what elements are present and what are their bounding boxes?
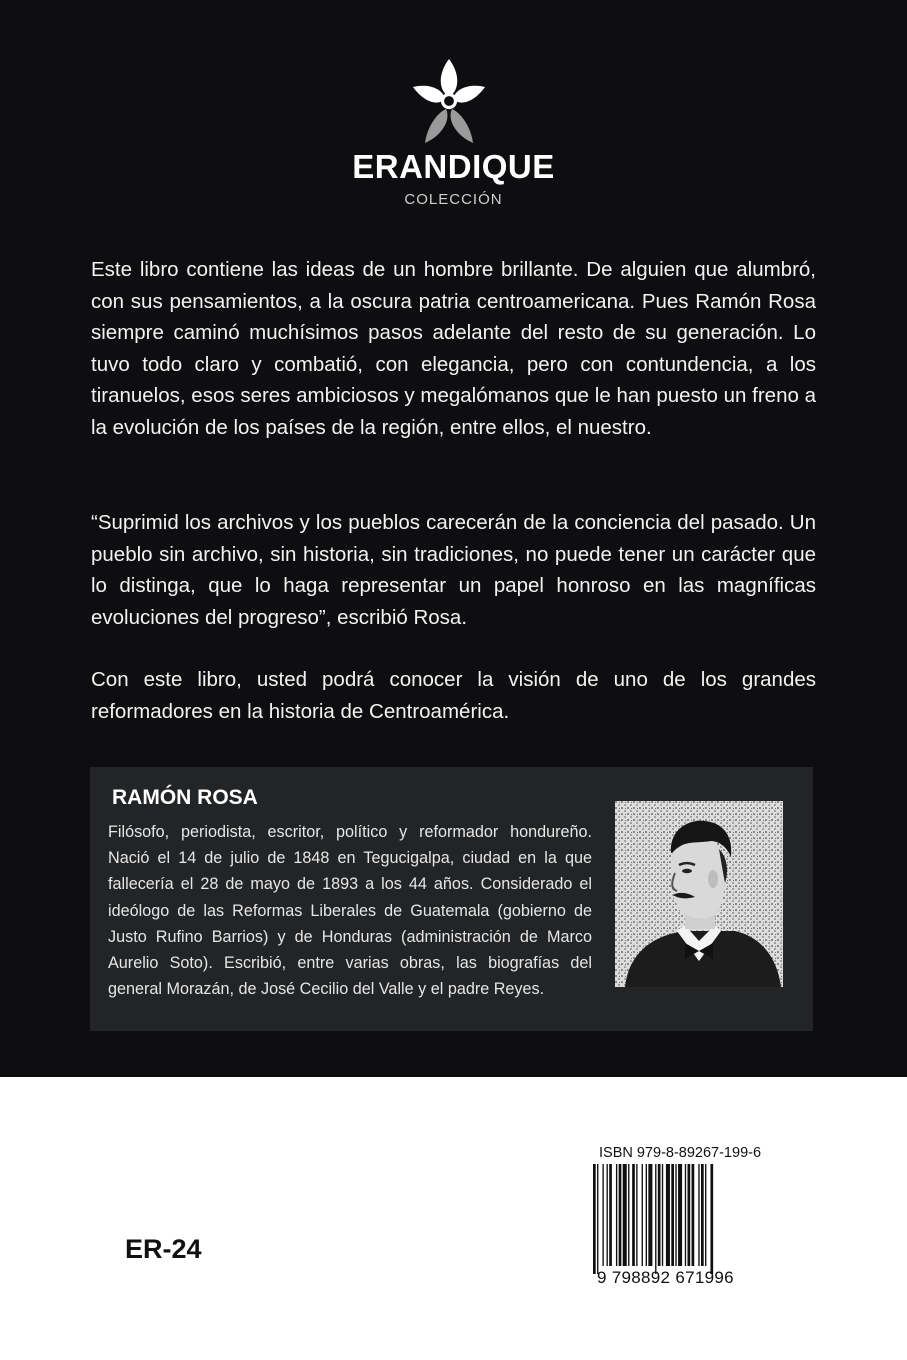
portrait-engraving-icon — [615, 801, 783, 987]
collection-code: ER-24 — [125, 1234, 202, 1264]
isbn-label: ISBN 979-8-89267-199-6 — [599, 1145, 762, 1161]
author-bio-box — [90, 767, 813, 1031]
brand-subtitle: COLECCIÓN — [404, 191, 503, 208]
barcode-number: 9 798892 671996 — [597, 1268, 734, 1287]
author-bio-text: Filósofo, periodista, escritor, político y reformador hondureño. Nació el 14 de julio de 1848 en Tegucigalpa, ciudad en la que fallecería el 28 de mayo de 1893 a los 44 años. Considerado el ideólogo de las Reformas Liberales de Guatemala (gobierno de Justo Rufino Barrios) y de Honduras (administración de Marco Aurelio Soto). Escribió, entre varias obras, las biografías del general Morazán, de José Cecilio del Valle y el padre Reyes. — [108, 823, 592, 999]
description-paragraph-1: Este libro contiene las ideas de un hombre brillante. De alguien que alumbró, con sus pensamientos, a la oscura patria centroamericana. Pues Ramón Rosa siempre caminó muchísimos pasos adelante del resto de su generación. Lo tuvo todo claro y combatió, con elegancia, pero con contundencia, a los tiranuelos, esos seres ambiciosos y megalómanos que le han puesto un freno a la evolución de los países de la región, entre ellos, el nuestro. — [91, 258, 816, 439]
brand-name: ERANDIQUE — [352, 148, 555, 185]
description-paragraph-3: Con este libro, usted podrá conocer la visión de uno de los grandes reformadores en la historia de Centroamérica. — [91, 668, 816, 723]
quote-paragraph: “Suprimid los archivos y los pueblos carecerán de la conciencia del pasado. Un pueblo sin archivo, sin historia, sin tradiciones, no puede tener un carácter que lo distinga, que lo haga representar un papel honroso en las magníficas evoluciones del progreso”, escribió Rosa. — [91, 511, 816, 629]
author-name: RAMÓN ROSA — [112, 786, 258, 809]
flower-logo-icon — [411, 57, 487, 149]
